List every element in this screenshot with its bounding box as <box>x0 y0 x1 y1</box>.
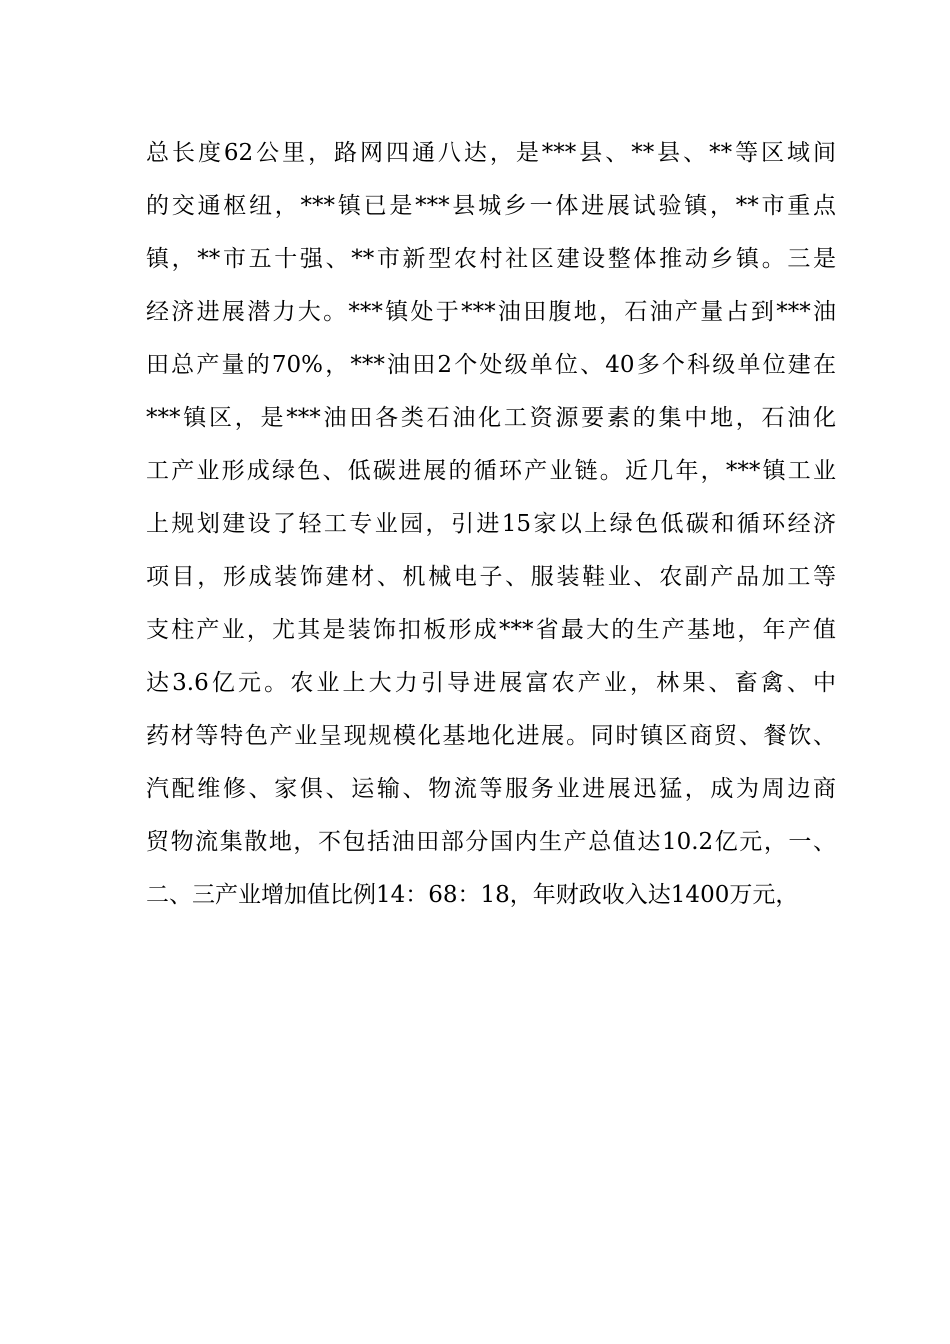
text-line: 支柱产业，尤其是装饰扣板形成***省最大的生产基地，年产值 <box>146 617 836 643</box>
text-line: 的交通枢纽，***镇已是***县城乡一体进展试验镇，**市重点 <box>146 193 836 219</box>
body-paragraph <box>146 127 836 922</box>
text-line: 二、三产业增加值比例14：68：18，年财政收入达1400万元， <box>146 882 799 908</box>
text-line: 田总产量的70%，***油田2个处级单位、40多个科级单位建在 <box>146 352 836 378</box>
text-line: 经济进展潜力大。***镇处于***油田腹地，石油产量占到***油 <box>146 299 836 325</box>
text-line: 达3.6亿元。农业上大力引导进展富农产业，林果、畜禽、中 <box>146 670 836 696</box>
text-line: 工产业形成绿色、低碳进展的循环产业链。近几年，***镇工业 <box>146 458 836 484</box>
text-line: 总长度62公里，路网四通八达，是***县、**县、**等区域间 <box>146 140 836 166</box>
text-line: 汽配维修、家俱、运输、物流等服务业进展迅猛，成为周边商 <box>146 776 836 802</box>
text-line: 贸物流集散地，不包括油田部分国内生产总值达10.2亿元，一、 <box>146 829 836 855</box>
text-line: ***镇区，是***油田各类石油化工资源要素的集中地，石油化 <box>146 405 836 431</box>
text-line: 药材等特色产业呈现规模化基地化进展。同时镇区商贸、餐饮、 <box>146 723 836 749</box>
text-line: 镇，**市五十强、**市新型农村社区建设整体推动乡镇。三是 <box>146 246 836 272</box>
text-line: 上规划建设了轻工专业园，引进15家以上绿色低碳和循环经济 <box>146 511 836 537</box>
text-line: 项目，形成装饰建材、机械电子、服装鞋业、农副产品加工等 <box>146 564 836 590</box>
